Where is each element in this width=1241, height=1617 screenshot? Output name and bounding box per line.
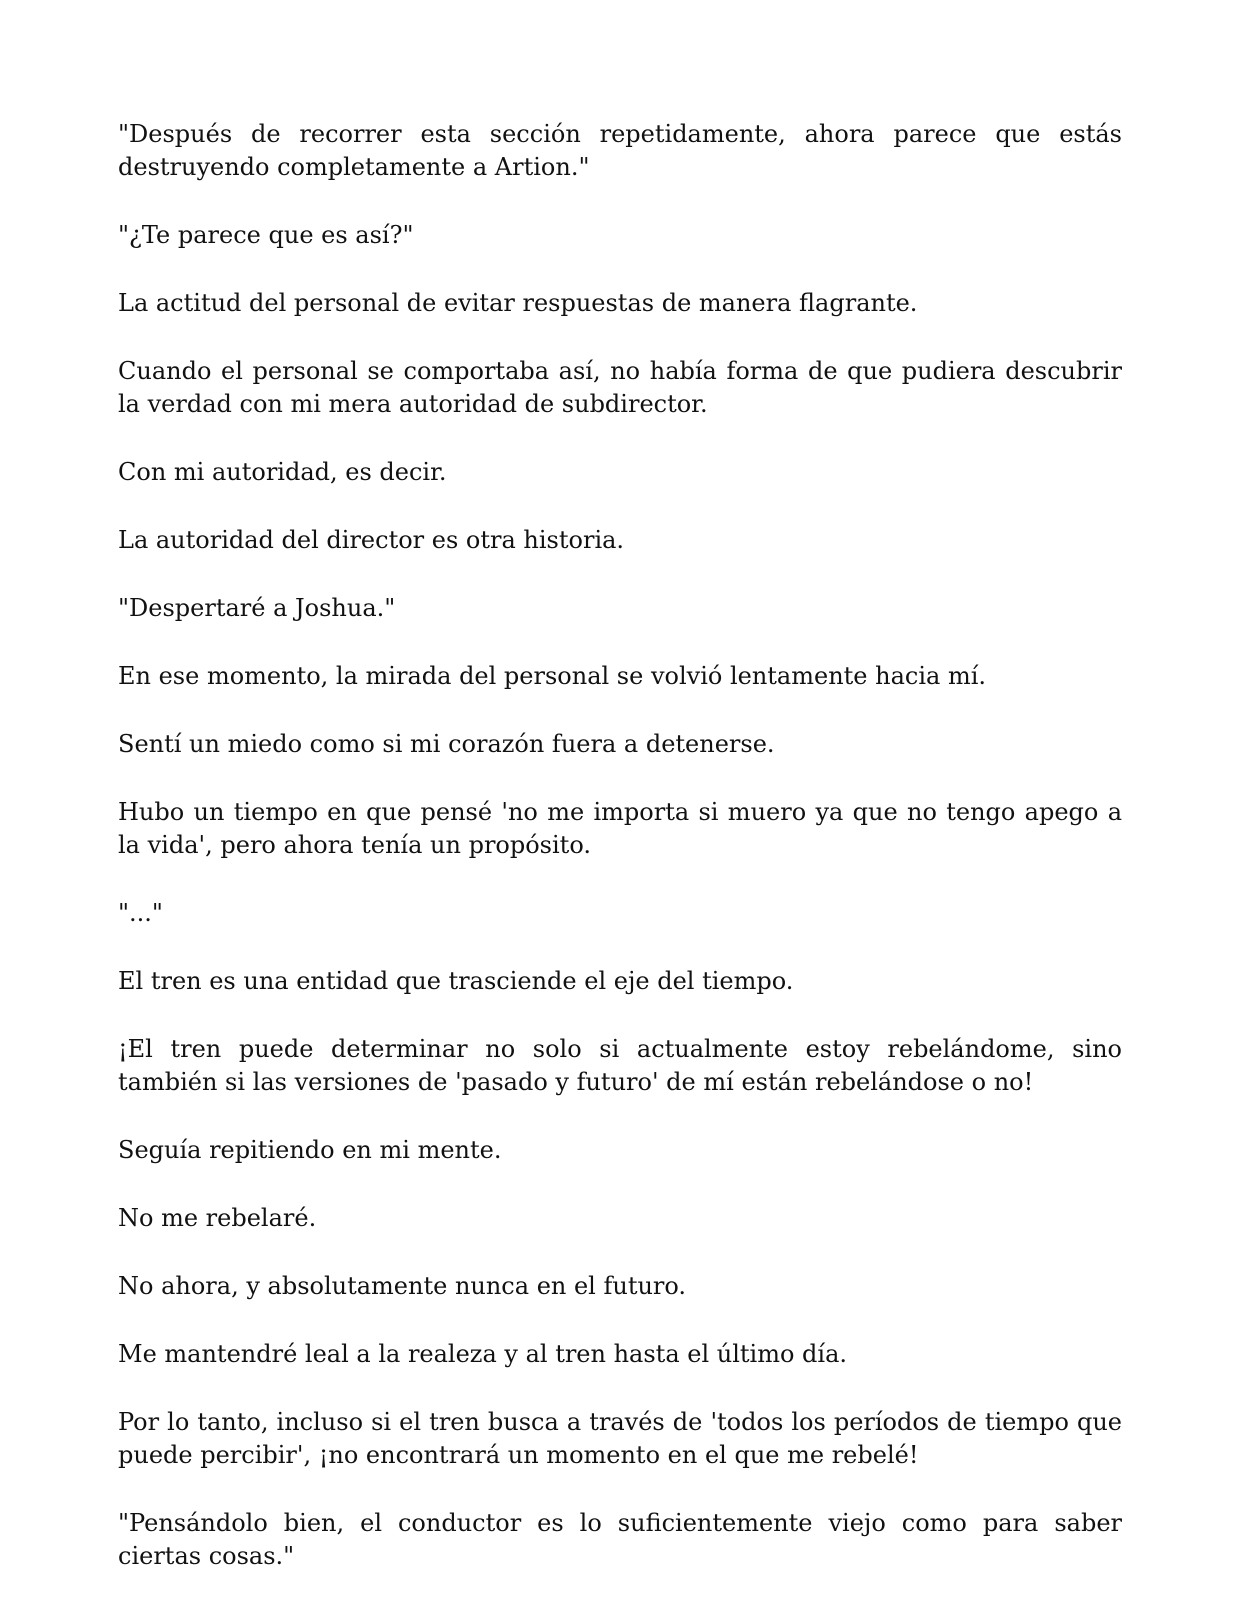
paragraph-4: Cuando el personal se comportaba así, no había forma de que pudiera descubrir la verdad con mi mera autoridad de subdirector. (118, 357, 1122, 418)
paragraph-5: Con mi autoridad, es decir. (118, 458, 447, 486)
paragraph-2: "¿Te parece que es así?" (118, 221, 414, 249)
paragraph-15: No me rebelaré. (118, 1204, 317, 1232)
paragraph-17: Me mantendré leal a la realeza y al tren hasta el último día. (118, 1340, 848, 1368)
document-body (118, 118, 1122, 1573)
paragraph-9: Sentí un miedo como si mi corazón fuera a detenerse. (118, 730, 775, 758)
paragraph-12: El tren es una entidad que trasciende el eje del tiempo. (118, 967, 794, 995)
paragraph-19: "Pensándolo bien, el conductor es lo suficientemente viejo como para saber ciertas cosas." (118, 1509, 1122, 1570)
paragraph-8: En ese momento, la mirada del personal se volvió lentamente hacia mí. (118, 662, 987, 690)
paragraph-3: La actitud del personal de evitar respuestas de manera flagrante. (118, 289, 918, 317)
paragraph-7: "Despertaré a Joshua." (118, 594, 396, 622)
paragraph-11: "..." (118, 899, 163, 927)
paragraph-1: "Después de recorrer esta sección repetidamente, ahora parece que estás destruyendo completamente a Artion." (118, 120, 1122, 181)
paragraph-6: La autoridad del director es otra historia. (118, 526, 625, 554)
paragraph-16: No ahora, y absolutamente nunca en el futuro. (118, 1272, 687, 1300)
paragraph-10: Hubo un tiempo en que pensé 'no me importa si muero ya que no tengo apego a la vida', pero ahora tenía un propósito. (118, 798, 1122, 859)
paragraph-14: Seguía repitiendo en mi mente. (118, 1136, 502, 1164)
paragraph-18: Por lo tanto, incluso si el tren busca a través de 'todos los períodos de tiempo que puede percibir', ¡no encontrará un momento en el que me rebelé! (118, 1408, 1122, 1469)
paragraph-13: ¡El tren puede determinar no solo si actualmente estoy rebelándome, sino también si las versiones de 'pasado y futuro' de mí están rebelándose o no! (118, 1035, 1122, 1096)
